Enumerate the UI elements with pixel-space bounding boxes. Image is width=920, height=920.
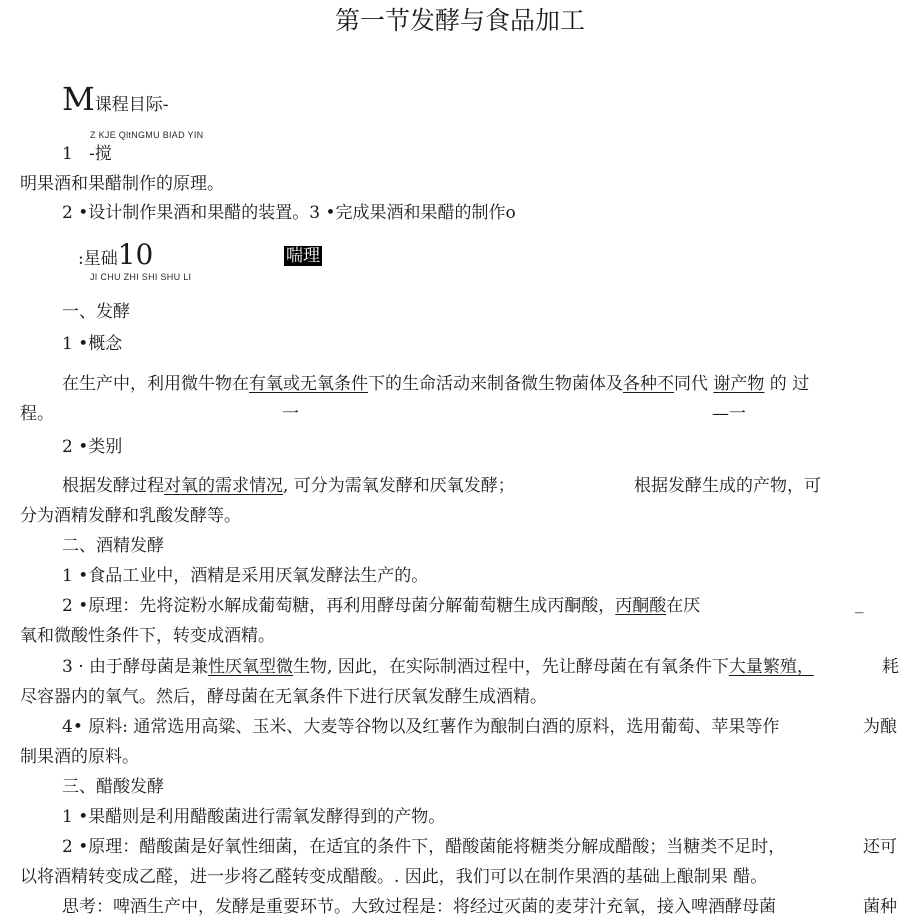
page-title: 第一节发酵与食品加工 <box>334 6 585 35</box>
sec2-heading: 二、酒精发酵 <box>62 536 164 556</box>
sec1-p2-a: 根据发酵过程 <box>62 476 164 496</box>
sec1-p1-b: 下的生命活动来制备微生物菌体及 <box>368 374 623 394</box>
sec1-p2-c: 根据发酵生成的产物，可 <box>634 476 821 496</box>
goal-item-1 <box>62 143 112 165</box>
sec1-p1-c: 同代 <box>674 374 714 394</box>
goals-heading <box>62 82 169 122</box>
sec3-line-1: 1 •果醋则是利用醋酸菌进行需氧发酵得到的产物。 <box>62 807 446 827</box>
sec2-l3-cont: 尽容器内的氧气。然后，酵母菌在无氧条件下进行厌氧发酵生成酒精。 <box>20 687 547 707</box>
sec2-line-4: 4• 原料: 通常选用高粱、玉米、大麦等谷物以及红薯作为酿制白酒的原料，选用葡萄、苹果等作 <box>62 717 780 737</box>
sec2-line-3 <box>62 656 814 678</box>
sec2-l3-underline-2: 大量繁殖， <box>728 657 814 677</box>
sec1-sub2: 2 •类别 <box>62 437 123 457</box>
sec1-p1-a: 在生产中，利用微牛物在 <box>62 374 249 394</box>
goals-pinyin: Z KJE QltNGMU BIAD YIN <box>90 130 204 140</box>
sec1-p1-dash-2: —一 <box>712 404 746 424</box>
sec2-l2-underline: 丙酮酸 <box>615 596 667 616</box>
sec1-p1-underline-1: 有氧或无氧条件 <box>249 374 368 394</box>
basics-heading-num: 10 <box>117 238 154 271</box>
goal-item-1-text: -搅 <box>89 144 112 164</box>
sec2-l4-cont: 制果酒的原料。 <box>20 747 139 767</box>
sec3-l2-cont: 以将酒精转变成乙醛，进一步将乙醛转变成醋酸。. 因此，我们可以在制作果酒的基础上酿制果 醋。 <box>20 867 768 887</box>
goals-m-letter: M <box>62 80 95 118</box>
sec2-l3-underline-1: 性厌氧型微 <box>208 657 294 677</box>
basics-boxed-text: 喘理 <box>286 246 320 266</box>
sec1-p1-underline-3: 谢产物 <box>713 374 765 394</box>
sec2-l2-cont: 氧和微酸性条件下，转变成酒精。 <box>20 626 275 646</box>
sec3-heading: 三、醋酸发酵 <box>62 777 164 797</box>
sec2-l4-b: 为酿 <box>863 717 897 737</box>
goal-item-2: 2 •设计制作果酒和果醋的装置。3 •完成果酒和果醋的制作o <box>62 203 516 223</box>
sec3-line-2: 2 •原理：醋酸菌是好氧性细菌，在适宜的条件下，醋酸菌能将糖类分解成醋酸；当糖类不足时， <box>62 837 786 857</box>
goal-item-1-num: 1 <box>62 144 73 164</box>
sec1-heading: 一、发酵 <box>62 302 130 322</box>
goals-heading-text: 课程目际- <box>94 95 169 115</box>
sec1-paragraph-1 <box>62 373 809 395</box>
basics-heading <box>78 240 153 274</box>
sec1-paragraph-2 <box>62 475 515 497</box>
sec2-l3-c: 耗 <box>882 657 899 677</box>
sec2-l2-a: 2 •原理：先将淀粉水解成葡萄糖，再利用酵母菌分解葡萄糖生成丙酮酸， <box>62 596 616 616</box>
sec2-l3-b: 生物, 因此，在实际制酒过程中，先让酵母菌在有氧条件下 <box>293 657 729 677</box>
sec1-sub1: 1 •概念 <box>62 334 123 354</box>
basics-boxed-label <box>284 245 322 267</box>
sec2-line-2 <box>62 595 700 617</box>
sec1-p1-cont: 程。 <box>20 404 54 424</box>
sec1-p1-dash-1: 一 <box>282 404 299 424</box>
sec1-p1-underline-2: 各种不 <box>623 374 674 394</box>
sec1-p2-cont: 分为酒精发酵和乳酸发酵等。 <box>20 506 241 526</box>
sec1-p2-b: , 可分为需氧发酵和厌氧发酵； <box>283 476 515 496</box>
sec2-l2-b: 在厌 <box>666 596 701 616</box>
sec2-l3-a: 3 · 由于酵母菌是兼 <box>62 657 209 677</box>
basics-pinyin: JI CHU ZHI SHI SHU LI <box>90 272 192 282</box>
sec1-p2-underline: 对氧的需求情况 <box>164 476 283 496</box>
sec2-l2-dash: _ <box>855 594 864 614</box>
sec1-p1-d: 的 过 <box>764 374 810 394</box>
sec3-l3-b: 菌种 <box>863 897 897 917</box>
sec2-line-1: 1 •食品工业中，酒精是采用厌氧发酵法生产的。 <box>62 566 429 586</box>
goal-item-1-cont: 明果酒和果醋制作的原理。 <box>20 174 224 194</box>
sec3-line-3: 思考：啤酒生产中，发酵是重要环节。大致过程是：将经过灭菌的麦芽汁充氧，接入啤酒酵母菌 <box>62 897 776 917</box>
basics-heading-text: :星础 <box>78 249 118 269</box>
sec3-l2-b: 还可 <box>863 837 897 857</box>
